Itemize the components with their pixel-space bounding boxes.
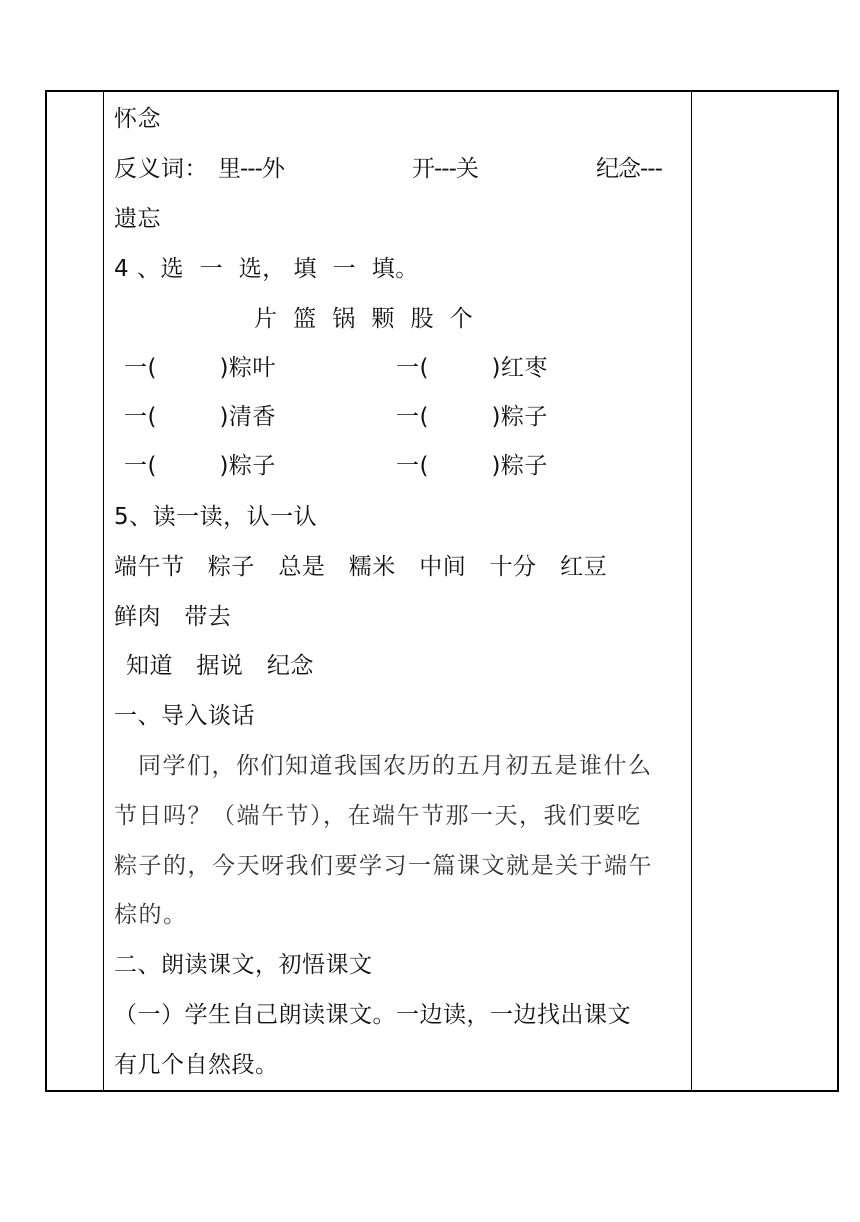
text-line: 怀念: [114, 106, 161, 132]
instruction-line: 有几个自然段。: [114, 1052, 279, 1078]
lesson-table: [45, 90, 839, 1092]
vocabulary-line: 端午节 粽子 总是 糯米 中间 十分 红豆: [114, 554, 608, 580]
section-heading: 一、导入谈话: [114, 703, 255, 729]
antonym-line: [114, 152, 686, 186]
exercise-heading: 4 、选 一 选， 填 一 填。: [114, 256, 419, 282]
column-divider-left: [103, 92, 104, 1090]
fill-blank: 一( )粽子: [396, 404, 548, 430]
column-divider-right: [691, 92, 692, 1090]
antonym-pair: 里---外: [218, 156, 284, 182]
paragraph-line: 节日吗？（端午节），在端午节那一天，我们要吃: [114, 803, 642, 829]
section-heading: 二、朗读课文，初悟课文: [114, 952, 373, 978]
paragraph-line: 棕的。: [114, 902, 188, 928]
vocabulary-line: 知道 据说 纪念: [126, 653, 314, 679]
antonym-pair: 开---关: [412, 156, 478, 182]
antonym-pair: 纪念---: [596, 156, 662, 182]
fill-row: [114, 400, 686, 434]
exercise-heading: 5、读一读，认一认: [114, 504, 318, 530]
fill-blank: 一( )清香: [124, 404, 276, 430]
antonym-label: 反义词：: [114, 156, 208, 182]
vocabulary-line: 鲜肉 带去: [114, 604, 232, 630]
paragraph-line: 同学们，你们知道我国农历的五月初五是谁什么: [138, 753, 653, 779]
word-choices: 片 篮 锅 颗 股 个: [254, 306, 474, 332]
fill-blank: 一( )粽子: [396, 453, 548, 479]
fill-row: [114, 351, 686, 385]
paragraph-line: 粽子的，今天呀我们要学习一篇课文就是关于端午: [114, 853, 653, 879]
fill-row: [114, 449, 686, 483]
fill-blank: 一( )粽叶: [124, 355, 276, 381]
fill-blank: 一( )红枣: [396, 355, 548, 381]
fill-blank: 一( )粽子: [124, 453, 276, 479]
text-line: 遗忘: [114, 206, 161, 232]
instruction-line: （一）学生自己朗读课文。一边读，一边找出课文: [114, 1002, 631, 1028]
